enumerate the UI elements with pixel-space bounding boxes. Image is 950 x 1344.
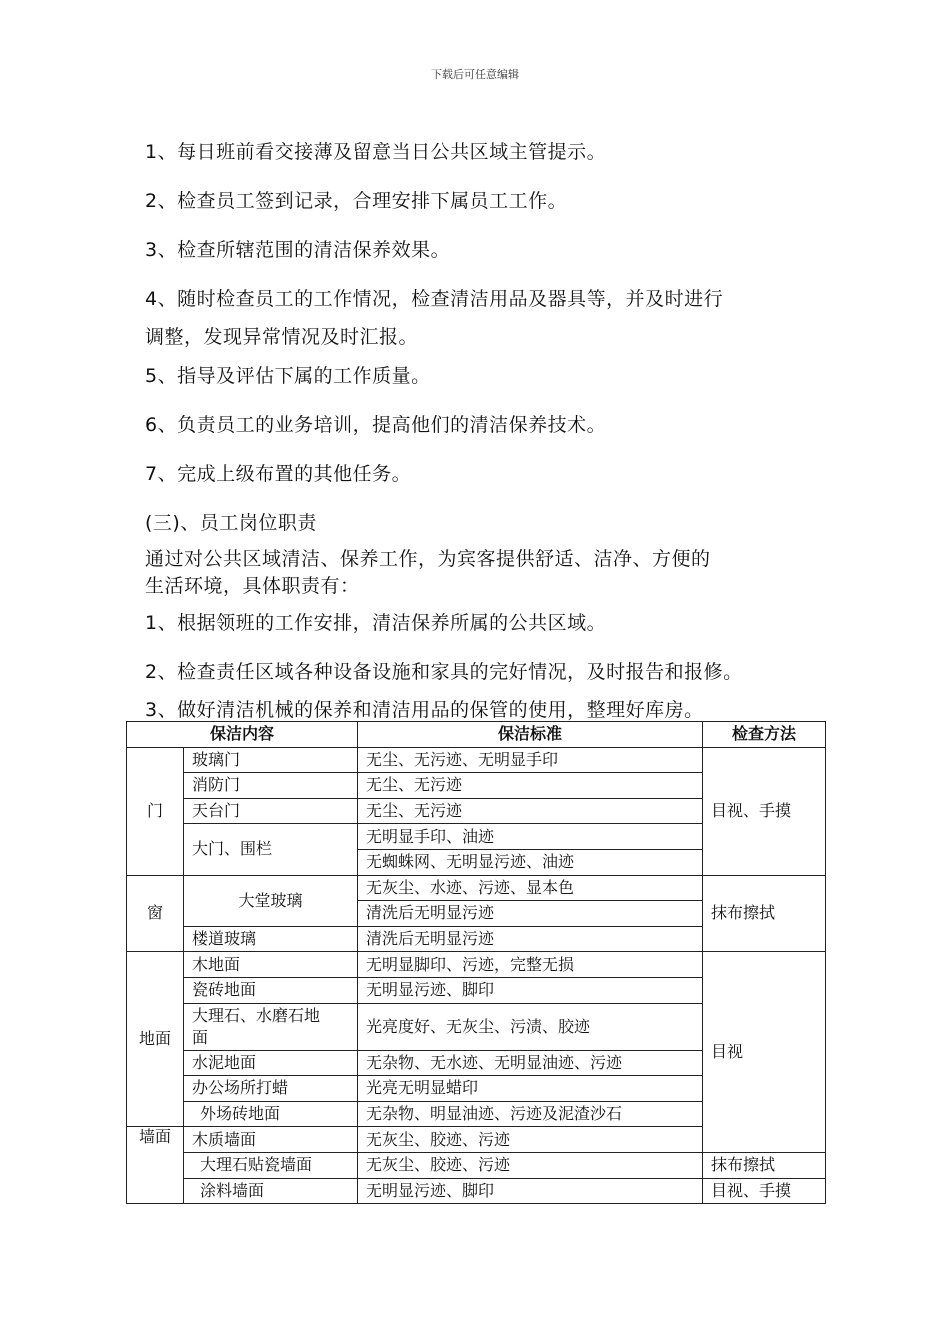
duty-line-4: 4、随时检查员工的工作情况，检查清洁用品及器具等，并及时进行 <box>145 288 724 310</box>
standard-cell: 无蜘蛛网、无明显污迹、油迹 <box>358 849 703 875</box>
standard-cell: 无明显脚印、污迹，完整无损 <box>358 952 703 978</box>
item-cell: 大理石贴瓷墙面 <box>184 1152 358 1178</box>
standard-cell: 清洗后无明显污迹 <box>358 926 703 952</box>
category-wall: 墙面 <box>127 1127 184 1204</box>
method-cell: 目视、手摸 <box>703 1178 826 1204</box>
intro-line-2: 生活环境，具体职责有： <box>145 575 360 597</box>
standard-cell: 光亮无明显蜡印 <box>358 1076 703 1102</box>
standard-cell: 无尘、无污迹 <box>358 773 703 799</box>
header-content: 保洁内容 <box>127 722 358 748</box>
duty-line-5: 5、指导及评估下属的工作质量。 <box>145 365 431 387</box>
cleaning-standards-table <box>126 721 826 1204</box>
standard-cell: 无灰尘、胶迹、污迹 <box>358 1127 703 1153</box>
staff-duty-1: 1、根据领班的工作安排，清洁保养所属的公共区域。 <box>145 612 607 634</box>
standard-cell: 无明显污迹、脚印 <box>358 1178 703 1204</box>
method-cell: 抹布擦拭 <box>703 1152 826 1178</box>
duty-line-3: 3、检查所辖范围的清洁保养效果。 <box>145 239 451 261</box>
standard-cell: 无杂物、无水迹、无明显油迹、污迹 <box>358 1050 703 1076</box>
table-row <box>127 875 826 901</box>
duty-line-4-cont: 调整，发现异常情况及时汇报。 <box>145 326 419 348</box>
table-row <box>127 952 826 978</box>
item-cell: 玻璃门 <box>184 747 358 773</box>
method-cell: 目视 <box>703 952 826 1153</box>
item-cell: 木地面 <box>184 952 358 978</box>
staff-duty-2: 2、检查责任区域各种设备设施和家具的完好情况，及时报告和报修。 <box>145 661 743 683</box>
duty-line-1: 1、每日班前看交接薄及留意当日公共区域主管提示。 <box>145 141 607 163</box>
standard-cell: 无明显污迹、脚印 <box>358 977 703 1003</box>
item-cell: 涂料墙面 <box>184 1178 358 1204</box>
item-cell: 天台门 <box>184 798 358 824</box>
standard-cell: 光亮度好、无灰尘、污渍、胶迹 <box>358 1003 703 1050</box>
item-cell <box>184 1003 358 1050</box>
standard-cell: 无杂物、明显油迹、污迹及泥渣沙石 <box>358 1101 703 1127</box>
duty-line-2: 2、检查员工签到记录，合理安排下属员工工作。 <box>145 190 568 212</box>
standard-cell: 无灰尘、水迹、污迹、显本色 <box>358 875 703 901</box>
method-cell: 目视、手摸 <box>703 747 826 875</box>
standard-cell: 无灰尘、胶迹、污迹 <box>358 1152 703 1178</box>
item-cell: 大门、围栏 <box>184 824 358 875</box>
item-cell: 楼道玻璃 <box>184 926 358 952</box>
table-row <box>127 747 826 773</box>
method-cell: 抹布擦拭 <box>703 875 826 952</box>
header-standard: 保洁标准 <box>358 722 703 748</box>
item-cell: 办公场所打蜡 <box>184 1076 358 1102</box>
standard-cell: 清洗后无明显污迹 <box>358 901 703 927</box>
category-floor: 地面 <box>127 952 184 1127</box>
table-row <box>127 1152 826 1178</box>
staff-duty-3: 3、做好清洁机械的保养和清洁用品的保管的使用，整理好库房。 <box>145 699 704 721</box>
duty-line-7: 7、完成上级布置的其他任务。 <box>145 463 412 485</box>
item-cell: 外场砖地面 <box>184 1101 358 1127</box>
duty-line-6: 6、负责员工的业务培训，提高他们的清洁保养技术。 <box>145 414 607 436</box>
item-cell: 木质墙面 <box>184 1127 358 1153</box>
item-text-line-1: 大理石、水磨石地 <box>192 1005 321 1025</box>
item-cell: 水泥地面 <box>184 1050 358 1076</box>
standard-cell: 无明显手印、油迹 <box>358 824 703 850</box>
page-header: 下载后可任意编辑 <box>431 68 519 81</box>
standard-cell: 无尘、无污迹 <box>358 798 703 824</box>
header-method: 检查方法 <box>703 722 826 748</box>
category-window: 窗 <box>127 875 184 952</box>
item-cell: 瓷砖地面 <box>184 977 358 1003</box>
section-heading: (三)、员工岗位职责 <box>145 512 317 534</box>
item-text-line-2: 面 <box>192 1027 209 1047</box>
intro-line-1: 通过对公共区域清洁、保养工作，为宾客提供舒适、洁净、方便的 <box>145 548 711 570</box>
table-header-row <box>127 722 826 748</box>
table-row <box>127 1178 826 1204</box>
standard-cell: 无尘、无污迹、无明显手印 <box>358 747 703 773</box>
item-cell: 消防门 <box>184 773 358 799</box>
category-door: 门 <box>127 747 184 875</box>
item-cell: 大堂玻璃 <box>184 875 358 926</box>
